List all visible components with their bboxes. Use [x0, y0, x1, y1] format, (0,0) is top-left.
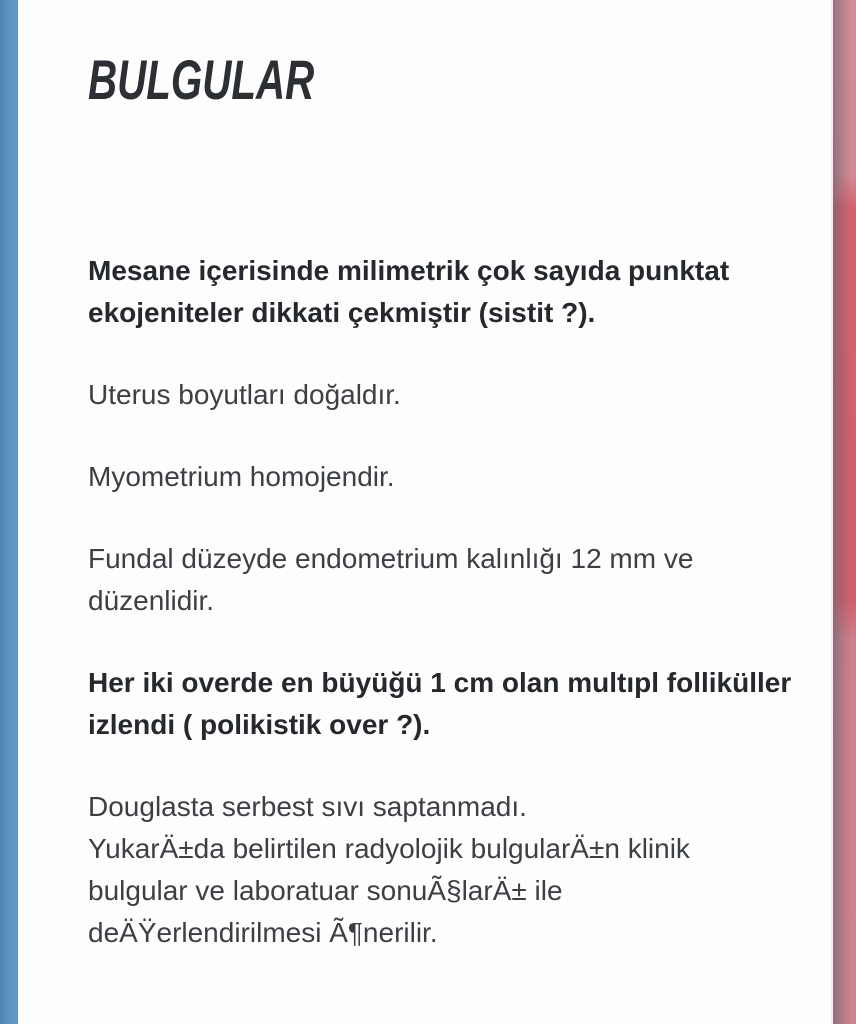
report-paragraph [88, 456, 748, 498]
report-line: Fundal düzeyde endometrium kalınlığı 12 mm ve [88, 543, 694, 574]
page-title: BULGULAR [88, 48, 315, 111]
report-line: düzenlidir. [88, 585, 215, 616]
report-line: ekojeniteler dikkati çekmiştir (sistit ?). [88, 297, 596, 328]
left-accent-stripe [0, 0, 18, 1024]
report-paragraph [88, 786, 748, 954]
report-line: izlendi ( polikistik over ?). [88, 709, 431, 740]
right-accent-ribbon [831, 0, 856, 1024]
report-line: Douglasta serbest sıvı saptanmadı. [88, 791, 527, 822]
report-line: deÄŸerlendirilmesi Ã¶nerilir. [88, 917, 438, 948]
report-paragraph [88, 374, 748, 416]
report-paragraph [88, 538, 748, 622]
report-paragraph [88, 662, 792, 746]
report-line: Uterus boyutları doğaldır. [88, 379, 401, 410]
report-paragraph [88, 250, 748, 334]
report-line: YukarÄ±da belirtilen radyolojik bulgularÄ±n klinik [88, 833, 690, 864]
report-line: Myometrium homojendir. [88, 461, 395, 492]
report-page [88, 0, 792, 954]
report-paragraphs [88, 250, 792, 954]
report-line: Mesane içerisinde milimetrik çok sayıda punktat [88, 255, 730, 286]
report-line: bulgular ve laboratuar sonuÃ§larÄ± ile [88, 875, 563, 906]
report-line: Her iki overde en büyüğü 1 cm olan multıpl folliküller [88, 667, 792, 698]
